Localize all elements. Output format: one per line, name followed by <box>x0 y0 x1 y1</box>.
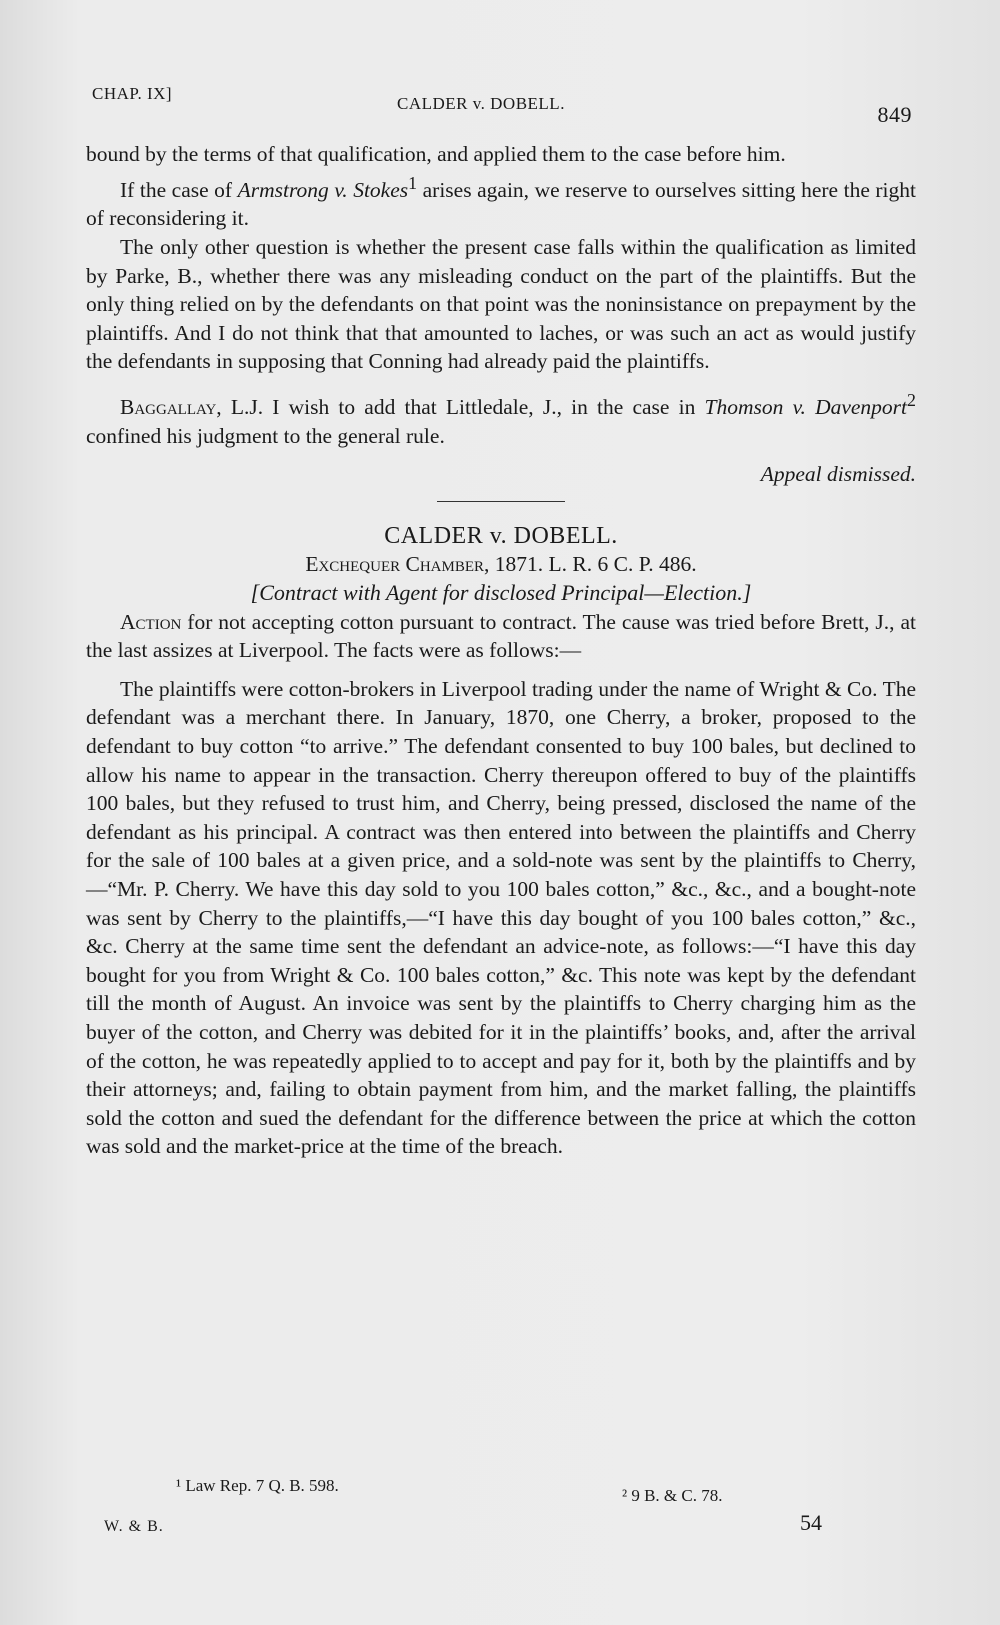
page-number: 849 <box>877 102 912 127</box>
page-body <box>86 140 916 1161</box>
paragraph-4 <box>86 386 916 450</box>
facts-paragraph-1-text: for not accepting cotton pursuant to contract. The cause was tried before Brett, J., at the last assizes at Liverpool. The facts were as follows:— <box>86 609 916 663</box>
facts-paragraph-2: The plaintiffs were cotton-brokers in Liverpool trading under the name of Wright & Co. The defendant was a merchant there. In January, 1870, one Cherry, a broker, proposed to the defendant to buy cotton “to arrive.” The defendant consented to buy 100 bales, but declined to allow his name to appear in the transaction. Cherry thereupon offered to buy of the plaintiffs 100 bales, but they refused to trust him, and Cherry, being pressed, disclosed the name of the defendant as his principal. A contract was then entered into between the plaintiffs and Cherry for the sale of 100 bales at a given price, and a sold-note was sent by the plaintiffs to Cherry,—“Mr. P. Cherry. We have this day sold to you 100 bales cotton,” &c., &c., and a bought-note was sent by Cherry to the plaintiffs,—“I have this day bought of you 100 bales cotton,” &c., &c. Cherry at the same time sent the defendant an advice-note, as follows:—“I have this day bought for you from Wright & Co. 100 bales cotton,” &c. This note was kept by the defendant till the month of August. An invoice was sent by the plaintiffs to Cherry charging him as the buyer of the cotton, and Cherry was debited for it in the plaintiffs’ books, and, after the arrival of the cotton, he was repeatedly applied to to accept and pay for it, both by the plaintiffs and by their attorneys; and, failing to obtain payment from him, and the market falling, the plaintiffs sold the cotton and sued the defendant for the difference between the price at which the cotton was sold and the market-price at the time of the breach. <box>86 676 916 1159</box>
action-lead: Action <box>120 609 182 634</box>
judge-name: Baggallay, L.J. <box>120 395 264 420</box>
disposition <box>86 460 916 489</box>
headnote-text: [Contract with Agent for disclosed Principal—Election.] <box>250 580 752 606</box>
footnote-2: ² 9 B. & C. 78. <box>622 1486 723 1505</box>
disposition-text: Appeal dismissed. <box>760 462 916 487</box>
cited-case-thomson: Thomson v. Davenport <box>704 395 908 420</box>
paragraph-2 <box>86 169 916 233</box>
headnote <box>86 579 916 608</box>
running-title: CALDER v. DOBELL. <box>397 94 565 113</box>
case-title: CALDER v. DOBELL. <box>384 522 618 549</box>
facts-paragraph-1 <box>86 608 916 665</box>
paragraph-1: bound by the terms of that qualification, and applied them to the case before him. <box>86 142 786 166</box>
footnote-ref-2: 2 <box>907 389 916 410</box>
page-header <box>92 78 912 127</box>
signature-mark: W. & B. <box>104 1518 164 1535</box>
footnote-ref-1: 1 <box>408 172 418 193</box>
section-divider <box>437 501 565 502</box>
spacer <box>86 376 916 386</box>
paragraph-3: The only other question is whether the present case falls within the qualification as limited by Parke, B., whether there was any misleading conduct on the part of the plaintiffs. But the only thing relied on by the defendants on that point was the noninsistance on prepayment by the plaintiffs. And I do not think that that amounted to laches, or was such an act as would justify the defendants in supposing that Conning had already paid the plaintiffs. <box>86 234 916 374</box>
court-citation: Exchequer Chamber, 1871. L. R. 6 C. P. 486. <box>305 552 697 577</box>
sheet-number: 54 <box>800 1510 822 1535</box>
footnote-1: ¹ Law Rep. 7 Q. B. 598. <box>176 1476 339 1495</box>
paragraph-2-post: arises again, we reserve to ourselves sitting here the right of reconsidering it. <box>86 177 916 231</box>
chapter-label: CHAP. IX] <box>92 84 173 103</box>
cited-case-armstrong: Armstrong v. Stokes <box>237 177 409 202</box>
paragraph-4-pre: I wish to add that Littledale, J., in the case in <box>263 395 705 420</box>
spacer <box>86 665 916 675</box>
paragraph-2-pre: If the case of <box>120 177 238 202</box>
paragraph-4-post: confined his judgment to the general rule. <box>86 423 445 448</box>
